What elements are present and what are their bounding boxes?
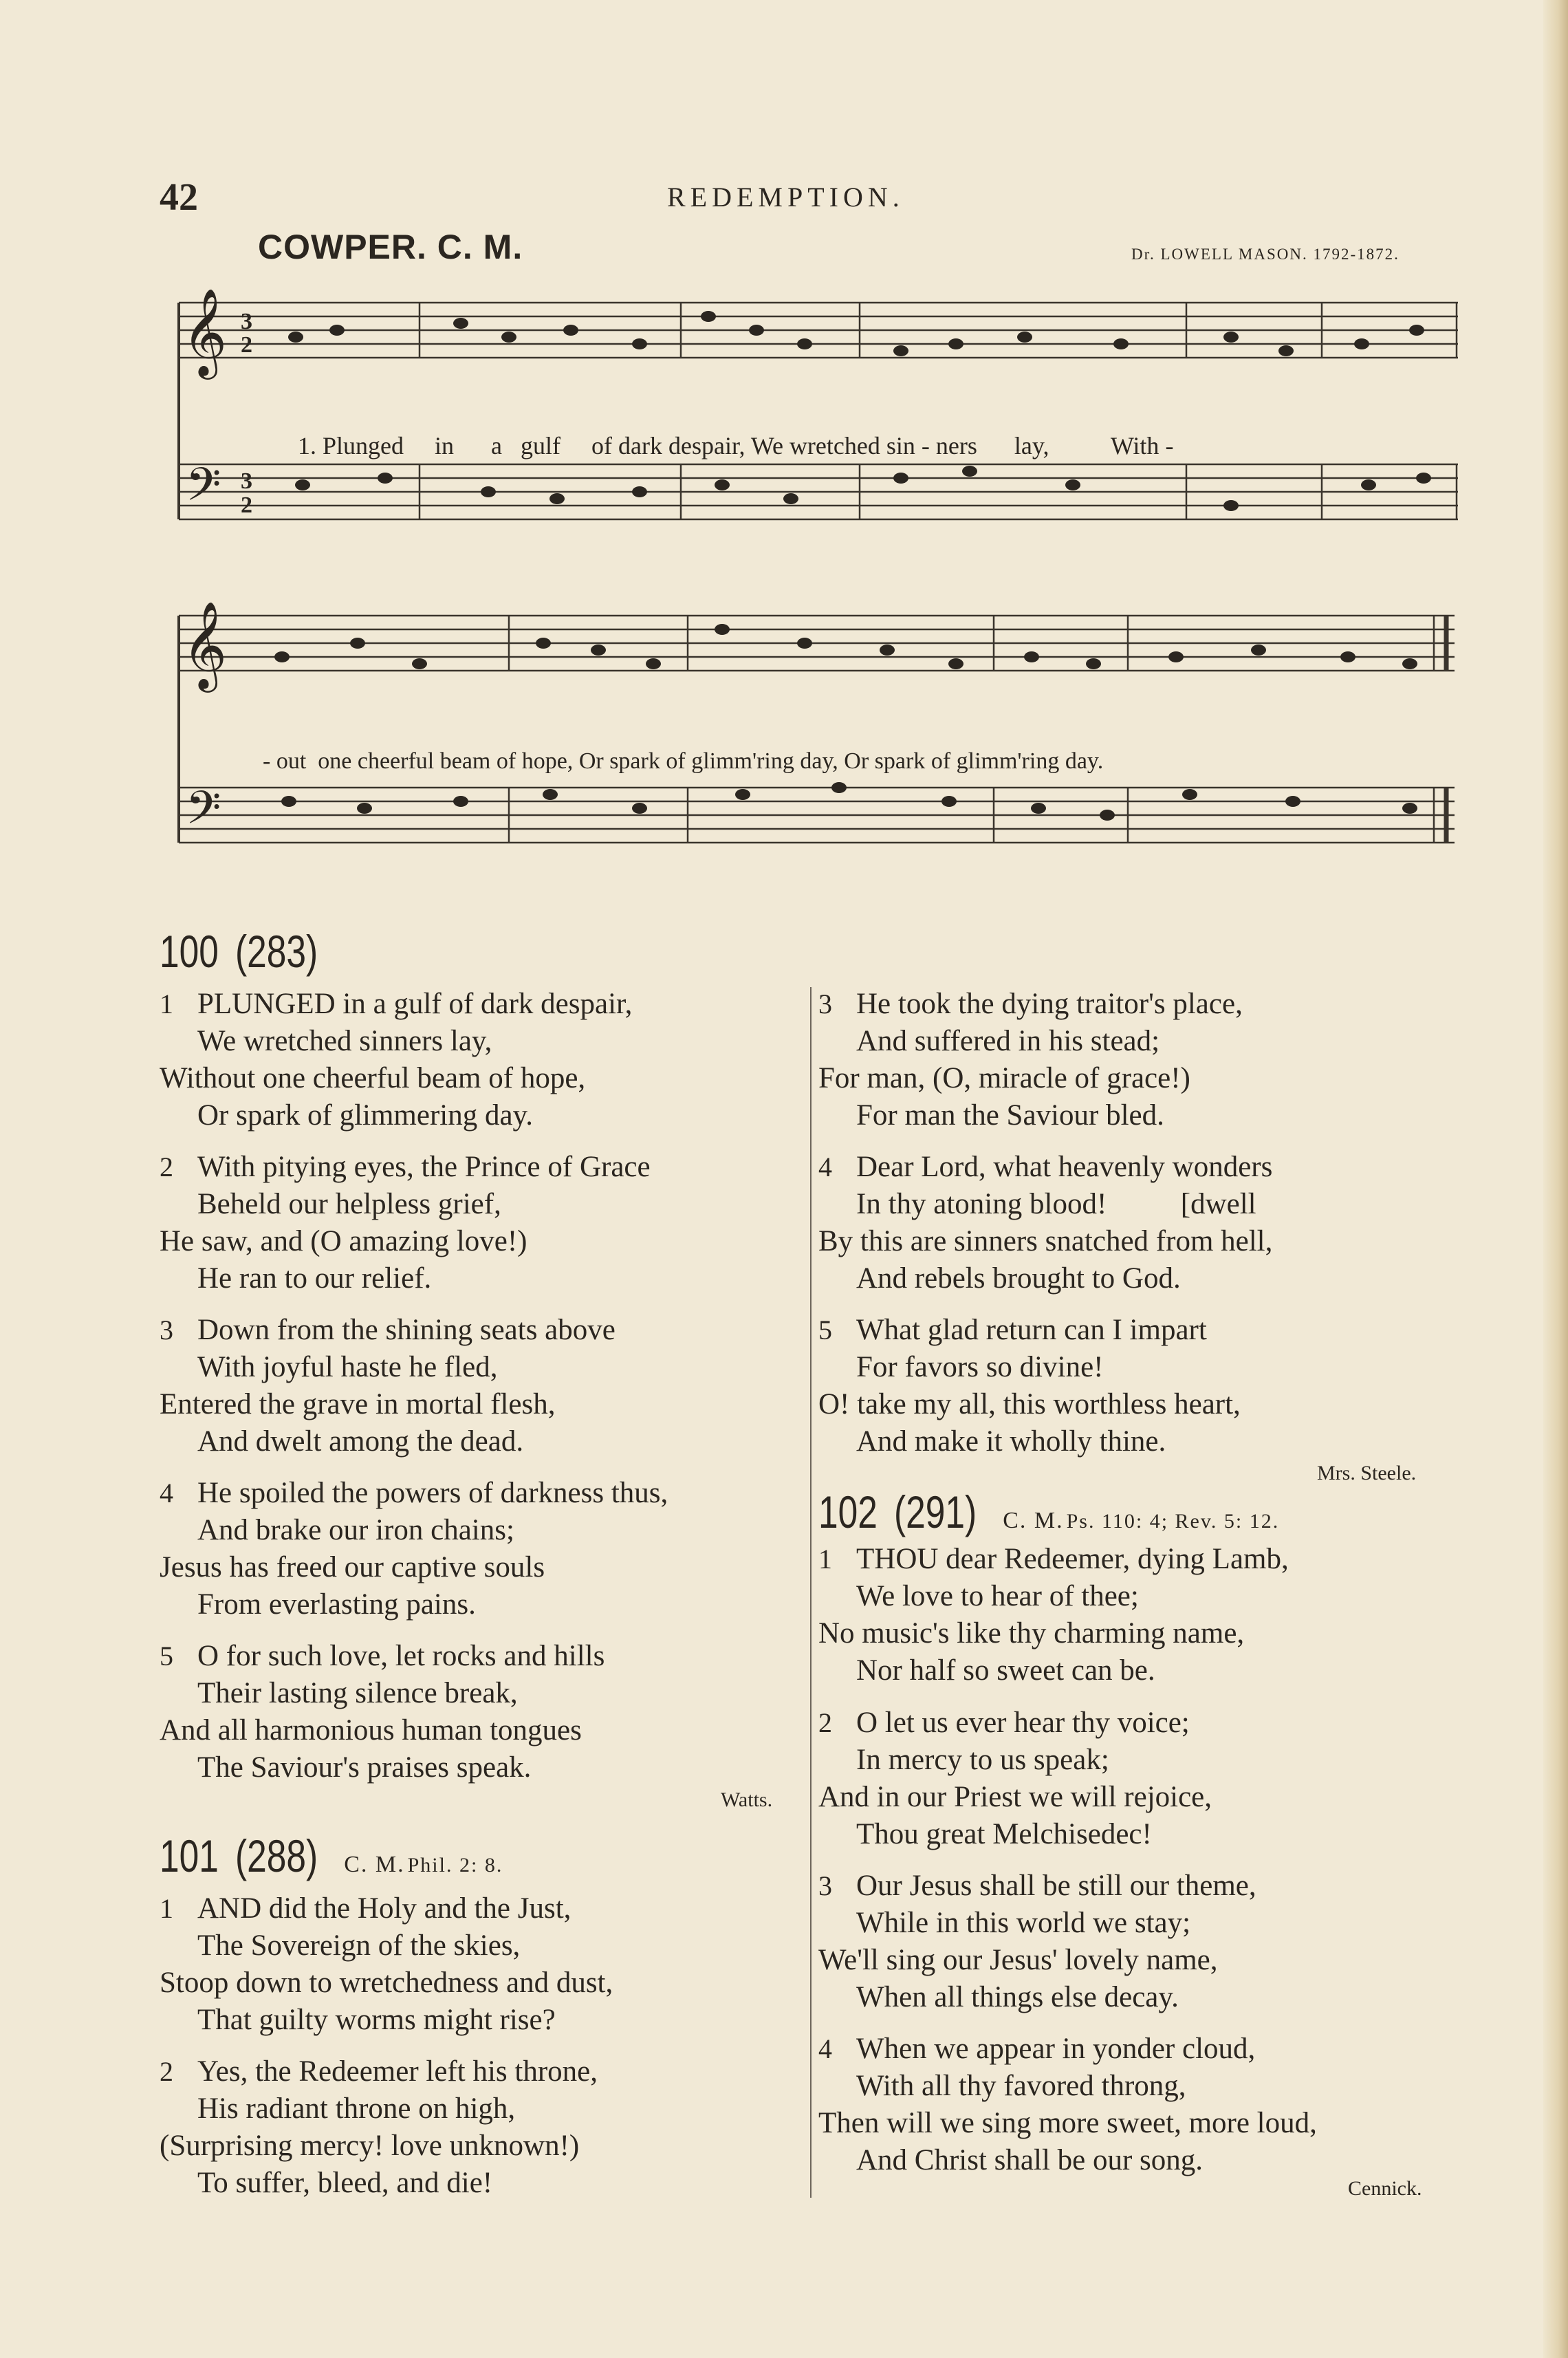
hymn-100-verse-4: 4 He spoiled the powers of darkness thus, And brake our iron chains; Jesus has freed our captive souls From everlasting pains. [160,1477,668,1621]
svg-text:𝄞: 𝄞 [182,602,228,689]
running-header [0,175,1568,217]
hymn-101-heading [160,1830,503,1882]
hymn-102-verse-3: 3 Our Jesus shall be still our theme, While in this world we stay; We'll sing our Jesus' lovely name, When all things else decay. [818,1870,1256,2013]
hymn-100-verse-5: 5 O for such love, let rocks and hills Their lasting silence break, And all harmonious human tongues The Saviour's praises speak. [160,1640,605,1784]
hymn-102-heading [818,1486,1279,1538]
hymn-number: 102 [818,1486,878,1537]
hymn-102-verse-1: 1 THOU dear Redeemer, dying Lamb, We love to hear of thee; No music's like thy charming name, Nor half so sweet can be. [818,1543,1289,1687]
svg-text:2: 2 [241,493,252,518]
hymn-100-verse-5b: 5 What glad return can I impart For favors so divine! O! take my all, this worthless heart, And make it wholly thine. [818,1314,1241,1458]
svg-text:𝄢: 𝄢 [186,458,221,522]
scripture-reference: Ps. 110: 4; Rev. 5: 12. [1066,1510,1280,1533]
svg-text:𝄞: 𝄞 [182,289,228,376]
hymn-alt-number: (291) [894,1486,977,1537]
hymn-meter: C. M. [1003,1508,1064,1533]
music-lyric-line-2: - out one cheerful beam of hope, Or spark of glimm'ring day, Or spark of glimm'ring day. [263,748,1104,774]
hymn-alt-number: (288) [235,1830,318,1881]
svg-text:𝄢: 𝄢 [186,781,221,845]
svg-text:3: 3 [241,468,252,494]
hymn-100-verse-1: 1 PLUNGED in a gulf of dark despair, We wretched sinners lay, Without one cheerful beam of hope, Or spark of glimmering day. [160,988,633,1132]
hymn-meter: C. M. [344,1852,405,1877]
composer-credit: Dr. LOWELL MASON. 1792-1872. [1131,246,1400,263]
scripture-reference: Phil. 2: 8. [407,1854,503,1876]
hymn-number: 101 [160,1830,219,1881]
hymn-number: 100 [160,926,219,977]
svg-text:3: 3 [241,309,252,334]
hymn-100-verse-3b: 3 He took the dying traitor's place, And suffered in his stead; For man, (O, miracle of grace!) For man the Saviour bled. [818,988,1243,1132]
hymn-102-verse-2: 2 O let us ever hear thy voice; In mercy to us speak; And in our Priest we will rejoice, Thou great Melchisedec! [818,1707,1212,1850]
hymn-101-verse-2: 2 Yes, the Redeemer left his throne, His radiant throne on high, (Surprising mercy! love unknown!) To suffer, bleed, and die! [160,2055,598,2199]
author-cennick: Cennick. [1348,2177,1422,2200]
hymn-101-verse-1: 1 AND did the Holy and the Just, The Sovereign of the skies, Stoop down to wretchedness and dust, That guilty worms might rise? [160,1892,613,2036]
author-watts: Watts. [721,1788,773,1811]
column-divider [810,987,812,2198]
music-lyric-line-1: 1. Plunged in a gulf of dark despair, We wretched sin - ners lay, With - [298,432,1174,459]
section-title: REDEMPTION. [667,182,904,213]
hymn-100-verse-4b: 4 Dear Lord, what heavenly wonders In thy atoning blood! [dwell By this are sinners snatched from hell, And rebels brought to God. [818,1151,1273,1295]
hymn-alt-number: (283) [235,926,318,977]
svg-text:2: 2 [241,332,252,358]
page-number: 42 [160,176,198,219]
author-steele: Mrs. Steele. [1317,1462,1417,1484]
hymn-102-verse-4: 4 When we appear in yonder cloud, With all thy favored throng, Then will we sing more sweet, more loud, And Christ shall be our song. [818,2033,1317,2176]
hymn-100-heading [160,925,341,977]
tune-name: COWPER. C. M. [258,228,523,266]
hymn-100-verse-2: 2 With pitying eyes, the Prince of Grace Beheld our helpless grief, He saw, and (O amazing love!) He ran to our relief. [160,1151,651,1295]
hymn-100-verse-3: 3 Down from the shining seats above With joyful haste he fled, Entered the grave in mortal flesh, And dwelt among the dead. [160,1314,616,1458]
page-edge-shadow [1543,0,1568,2358]
